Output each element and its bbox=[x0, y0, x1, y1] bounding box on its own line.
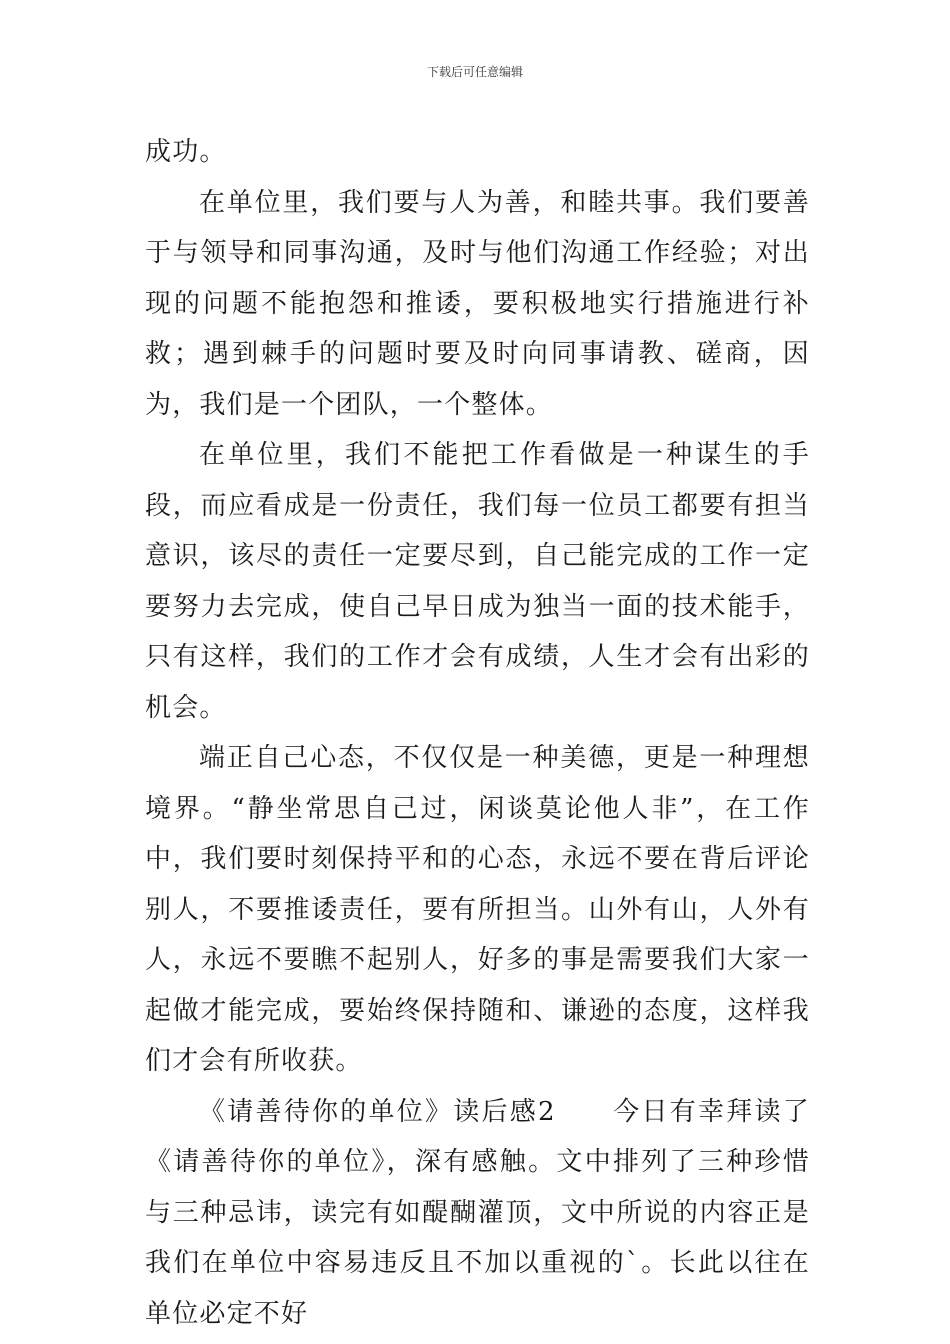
paragraph-1: 在单位里，我们要与人为善，和睦共事。我们要善于与领导和同事沟通，及时与他们沟通工作经验；对出现的问题不能抱怨和推诿，要积极地实行措施进行补救；遇到棘手的问题时要及时向同事请教、磋商，因为，我们是一个团队，一个整体。 bbox=[145, 187, 810, 420]
paragraph-continuation: 成功。 bbox=[145, 137, 227, 167]
page-header-note: 下载后可任意编辑 bbox=[426, 65, 523, 79]
paragraph-3: 端正自己心态，不仅仅是一种美德，更是一种理想境界。“静坐常思自己过，闲谈莫论他人非”，在工作中，我们要时刻保持平和的心态，永远不要在背后评论别人，不要推诿责任，要有所担当。山外有山，人外有人，永远不要瞧不起别人，好多的事是需要我们大家一起做才能完成，要始终保持随和、谦逊的态度，这样我们才会有所收获。 bbox=[145, 743, 810, 1076]
document-body bbox=[145, 127, 810, 1339]
paragraph-2: 在单位里，我们不能把工作看做是一种谋生的手段，而应看成是一份责任，我们每一位员工都要有担当意识，该尽的责任一定要尽到，自己能完成的工作一定要努力去完成，使自己早日成为独当一面的技术能手，只有这样，我们的工作才会有成绩，人生才会有出彩的机会。 bbox=[145, 440, 810, 723]
paragraph-4: 《请善待你的单位》读后感2 今日有幸拜读了《请善待你的单位》，深有感触。文中排列了三种珍惜与三种忌讳，读完有如醍醐灌顶，文中所说的内容正是我们在单位中容易违反且不加以重视的`。长此以往在单位必定不好 bbox=[145, 1096, 810, 1329]
